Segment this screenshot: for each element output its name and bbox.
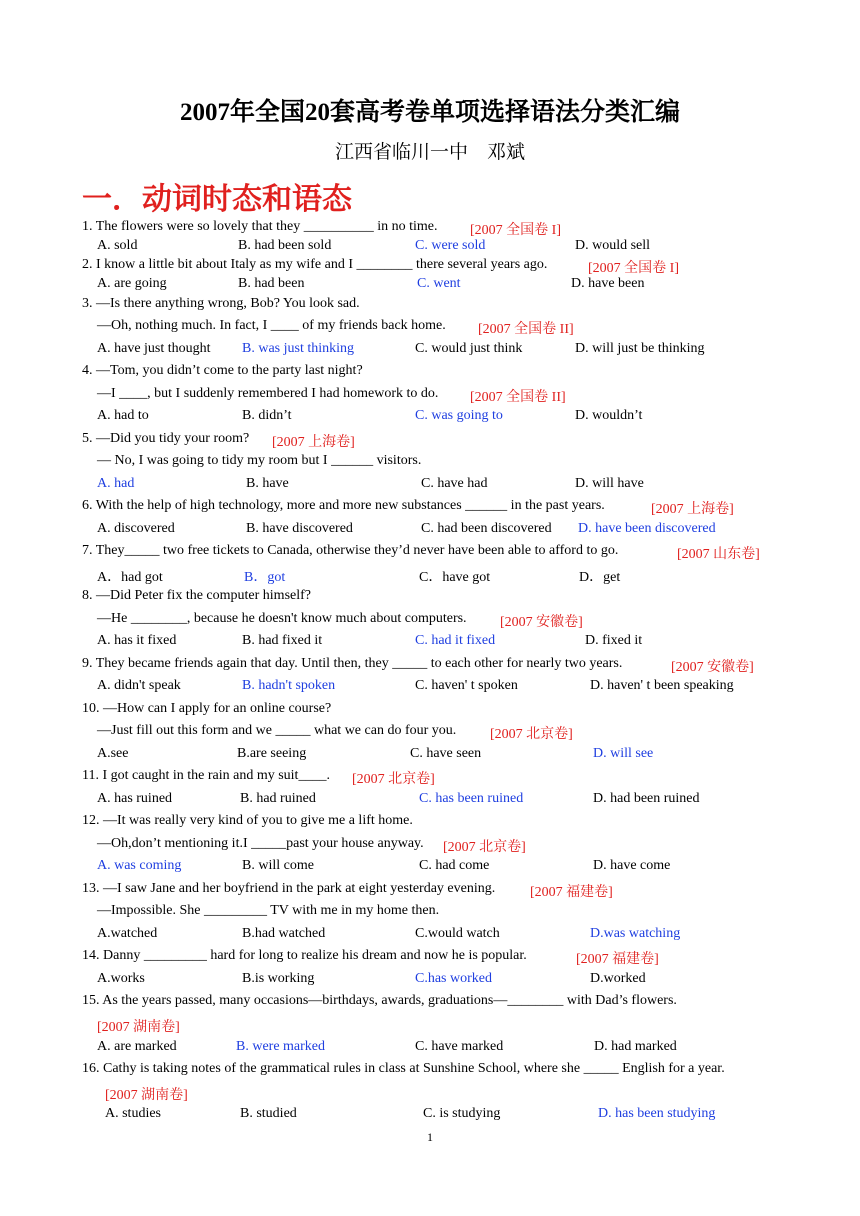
question-source: [2007 山东卷] xyxy=(677,547,760,562)
question-source: [2007 北京卷] xyxy=(490,727,573,742)
question-3-options xyxy=(0,341,860,363)
option-b: B. didn’t xyxy=(242,408,292,423)
option-a: A.works xyxy=(97,971,145,986)
document-title: 2007年全国20套高考卷单项选择语法分类汇编 xyxy=(179,99,680,126)
option-b: B.had watched xyxy=(242,926,326,941)
question-15-stem-line xyxy=(0,993,860,1015)
option-a: A. discovered xyxy=(97,521,175,536)
option-b-answer: B．got xyxy=(244,570,286,585)
option-a: A. sold xyxy=(97,238,138,253)
question-stem: 12. —It was really very kind of you to give me a lift home. xyxy=(82,813,413,828)
option-c: C.would watch xyxy=(415,926,500,941)
question-14-options xyxy=(0,971,860,993)
question-7-stem-line xyxy=(0,543,860,565)
question-3-stem-line xyxy=(0,296,860,318)
question-source: [2007 福建卷] xyxy=(576,952,659,967)
option-a-answer: A. was coming xyxy=(97,858,182,873)
option-a: A. has it fixed xyxy=(97,633,177,648)
option-c: C. had come xyxy=(419,858,490,873)
option-d-answer: D. have been discovered xyxy=(578,521,716,536)
question-source: [2007 全国卷 I] xyxy=(470,223,561,238)
option-b-answer: B. were marked xyxy=(236,1039,326,1054)
option-d-answer: D. has been studying xyxy=(598,1106,716,1121)
question-source: [2007 安徽卷] xyxy=(500,615,583,630)
question-source: [2007 北京卷] xyxy=(352,772,435,787)
question-15-source-line xyxy=(0,1016,860,1038)
option-a: A．had got xyxy=(97,570,163,585)
question-source: [2007 湖南卷] xyxy=(105,1088,188,1103)
question-4-stem-line-2 xyxy=(0,386,860,408)
question-16-stem-line xyxy=(0,1061,860,1083)
question-stem: 10. —How can I apply for an online course? xyxy=(82,701,332,716)
question-stem: 5. —Did you tidy your room? xyxy=(82,431,250,446)
question-10-stem-line-2 xyxy=(0,723,860,745)
question-8-options xyxy=(0,633,860,655)
question-5-options xyxy=(0,476,860,498)
question-4-options xyxy=(0,408,860,430)
document-subtitle: 江西省临川一中 邓斌 xyxy=(334,141,525,163)
option-c: C. had been discovered xyxy=(421,521,552,536)
question-stem: 3. —Is there anything wrong, Bob? You look sad. xyxy=(82,296,360,311)
question-stem-continued: — No, I was going to tidy my room but I ______ visitors. xyxy=(97,453,422,468)
question-10-options xyxy=(0,746,860,768)
option-a: A. are marked xyxy=(97,1039,177,1054)
option-c-answer: C.has worked xyxy=(415,971,492,986)
option-a: A.watched xyxy=(97,926,158,941)
option-d: D.worked xyxy=(590,971,646,986)
question-5-stem-line xyxy=(0,431,860,453)
question-12-options xyxy=(0,858,860,880)
question-stem: 8. —Did Peter fix the computer himself? xyxy=(82,588,311,603)
question-13-options xyxy=(0,926,860,948)
option-d: D. fixed it xyxy=(585,633,643,648)
question-12-stem-line xyxy=(0,813,860,835)
question-13-stem-line-2 xyxy=(0,903,860,925)
option-d: D. had marked xyxy=(594,1039,677,1054)
option-a: A. has ruined xyxy=(97,791,173,806)
option-a: A.see xyxy=(97,746,129,761)
question-10-stem-line xyxy=(0,701,860,723)
option-a: A. have just thought xyxy=(97,341,211,356)
option-c: C. haven' t spoken xyxy=(415,678,518,693)
option-d: D. haven' t been speaking xyxy=(590,678,734,693)
question-stem-continued: —Oh, nothing much. In fact, I ____ of my friends back home. xyxy=(97,318,446,333)
option-c: C. have marked xyxy=(415,1039,504,1054)
question-stem: 13. —I saw Jane and her boyfriend in the park at eight yesterday evening. xyxy=(82,881,496,896)
option-b: B. have discovered xyxy=(246,521,353,536)
question-16-options xyxy=(0,1106,860,1128)
option-c-answer: C. were sold xyxy=(415,238,486,253)
option-c-answer: C. was going to xyxy=(415,408,503,423)
option-d: D. have been xyxy=(571,276,645,291)
option-c: C. would just think xyxy=(415,341,523,356)
option-c-answer: C. went xyxy=(417,276,461,291)
question-source: [2007 上海卷] xyxy=(272,435,355,450)
question-11-options xyxy=(0,791,860,813)
option-b-answer: B. hadn't spoken xyxy=(242,678,336,693)
question-9-stem-line xyxy=(0,656,860,678)
option-b: B. had been xyxy=(238,276,305,291)
section-heading: 一．动词时态和语态 xyxy=(82,182,352,217)
question-6-stem-line xyxy=(0,498,860,520)
option-a-answer: A. had xyxy=(97,476,135,491)
question-source: [2007 全国卷 II] xyxy=(470,390,566,405)
option-b: B. had been sold xyxy=(238,238,332,253)
question-8-stem-line-2 xyxy=(0,611,860,633)
option-c: C. have seen xyxy=(410,746,482,761)
option-a: A. studies xyxy=(105,1106,161,1121)
option-c-answer: C. had it fixed xyxy=(415,633,496,648)
option-b: B. had ruined xyxy=(240,791,316,806)
option-d: D. would sell xyxy=(575,238,651,253)
question-stem: 14. Danny _________ hard for long to realize his dream and now he is popular. xyxy=(82,948,527,963)
question-stem-continued: —Impossible. She _________ TV with me in my home then. xyxy=(97,903,440,918)
question-2-options xyxy=(0,276,860,298)
question-15-options xyxy=(0,1039,860,1061)
question-source: [2007 湖南卷] xyxy=(97,1020,180,1035)
question-stem: 2. I know a little bit about Italy as my wife and I ________ there several years ago. xyxy=(82,257,548,272)
option-a: A. are going xyxy=(97,276,167,291)
option-a: A. had to xyxy=(97,408,149,423)
option-b: B. have xyxy=(246,476,289,491)
question-source: [2007 北京卷] xyxy=(443,840,526,855)
option-d: D. had been ruined xyxy=(593,791,700,806)
option-b-answer: B. was just thinking xyxy=(242,341,355,356)
option-c: C. have had xyxy=(421,476,488,491)
question-16-source-line xyxy=(0,1084,860,1106)
option-d: D. wouldn’t xyxy=(575,408,643,423)
option-c-answer: C. has been ruined xyxy=(419,791,524,806)
question-source: [2007 福建卷] xyxy=(530,885,613,900)
question-stem: 11. I got caught in the rain and my suit____. xyxy=(82,768,330,783)
question-11-stem-line xyxy=(0,768,860,790)
question-6-options xyxy=(0,521,860,543)
option-b: B. had fixed it xyxy=(242,633,323,648)
question-source: [2007 全国卷 I] xyxy=(588,261,679,276)
question-stem: 1. The flowers were so lovely that they __________ in no time. xyxy=(82,219,438,234)
question-source: [2007 全国卷 II] xyxy=(478,322,574,337)
option-a: A. didn't speak xyxy=(97,678,181,693)
question-4-stem-line xyxy=(0,363,860,385)
option-d-answer: D.was watching xyxy=(590,926,681,941)
question-5-stem-line-2 xyxy=(0,453,860,475)
page-number: 1 xyxy=(427,1130,433,1144)
question-stem-continued: —Oh,don’t mentioning it.I _____past your house anyway. xyxy=(97,836,424,851)
question-13-stem-line xyxy=(0,881,860,903)
question-7-options xyxy=(0,566,860,588)
option-d: D．get xyxy=(579,570,621,585)
option-b: B. studied xyxy=(240,1106,297,1121)
question-source: [2007 上海卷] xyxy=(651,502,734,517)
question-stem-continued: —He ________, because he doesn't know much about computers. xyxy=(97,611,467,626)
option-c: C．have got xyxy=(419,570,491,585)
option-b: B.is working xyxy=(242,971,315,986)
question-8-stem-line xyxy=(0,588,860,610)
option-d: D. have come xyxy=(593,858,671,873)
question-9-options xyxy=(0,678,860,700)
question-12-stem-line-2 xyxy=(0,836,860,858)
question-stem: 7. They_____ two free tickets to Canada, otherwise they’d never have been able to afford to go. xyxy=(82,543,619,558)
question-source: [2007 安徽卷] xyxy=(671,660,754,675)
question-stem: 15. As the years passed, many occasions—birthdays, awards, graduations—________ with Dad’s flowers. xyxy=(82,993,677,1008)
question-14-stem-line xyxy=(0,948,860,970)
option-b: B.are seeing xyxy=(237,746,307,761)
option-d: D. will just be thinking xyxy=(575,341,705,356)
question-stem: 9. They became friends again that day. Until then, they _____ to each other for nearly two years. xyxy=(82,656,623,671)
question-stem: 6. With the help of high technology, more and more new substances ______ in the past years. xyxy=(82,498,605,513)
question-stem: 16. Cathy is taking notes of the grammatical rules in class at Sunshine School, where she _____ English for a year. xyxy=(82,1061,725,1076)
option-c: C. is studying xyxy=(423,1106,501,1121)
question-stem-continued: —Just fill out this form and we _____ what we can do four you. xyxy=(97,723,457,738)
option-d: D. will have xyxy=(575,476,644,491)
question-stem-continued: —I ____, but I suddenly remembered I had homework to do. xyxy=(97,386,439,401)
option-b: B. will come xyxy=(242,858,314,873)
question-stem: 4. —Tom, you didn’t come to the party last night? xyxy=(82,363,363,378)
question-3-stem-line-2 xyxy=(0,318,860,340)
option-d-answer: D. will see xyxy=(593,746,654,761)
